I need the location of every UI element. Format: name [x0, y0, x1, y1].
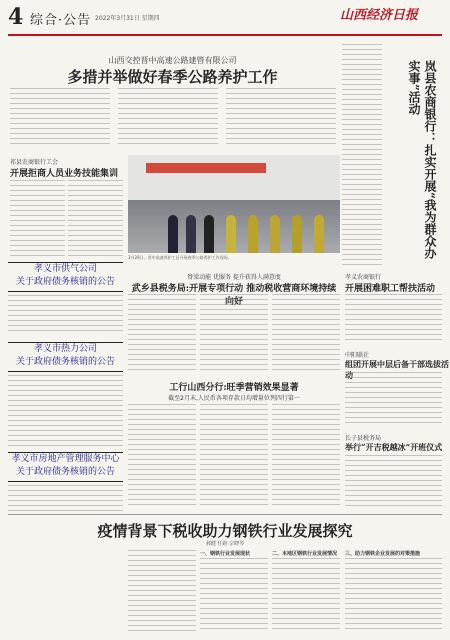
- side1-body-a: [10, 180, 65, 258]
- vertical-feature-title: 岚县农商银行：扎实开展“我为群众办实事”活动: [407, 60, 437, 259]
- photo-person: [292, 215, 302, 253]
- section-divider: [8, 514, 442, 515]
- right1-kicker: 孝义农商银行: [345, 274, 382, 281]
- right3-title: 举行“开吉税越冰”开班仪式: [345, 442, 443, 452]
- mid-body-c: [272, 294, 340, 374]
- lead-body-col2: [118, 88, 218, 146]
- mid2-body-b: [200, 404, 268, 509]
- photo-person: [226, 215, 236, 253]
- right3-kicker: 长子县税务局: [345, 435, 382, 442]
- mid2-title: 工行山西分行:旺季营销效果显著: [169, 383, 299, 393]
- lead-title: 多措并举做好春季公路养护工作: [67, 68, 278, 86]
- bottom-subhead-1: 一、钢铁行业发展现状: [200, 551, 251, 557]
- right2-title: 组团开展中层后备干部选拔活动: [345, 359, 449, 380]
- bottom-body-d: [345, 558, 442, 632]
- newspaper-logo: 山西经济日报: [340, 8, 419, 23]
- photo-person: [270, 215, 280, 253]
- notice-3-title: 孝义市房地产管理服务中心 关于政府债务核销的公告: [8, 452, 123, 482]
- right1-body: [345, 294, 442, 344]
- header-rule: [8, 34, 442, 36]
- notice-1-title: 孝义市供气公司 关于政府债务核销的公告: [8, 262, 123, 292]
- right2-kicker: 中阳联社: [345, 352, 370, 359]
- vertical-sub: [382, 60, 396, 270]
- issue-date: 2022年3月31日 星期四: [95, 15, 160, 22]
- right-body-col1: [342, 44, 382, 269]
- mid-title: 武乡县税务局:开展专项行动 推动税收营商环境持续向好: [131, 284, 337, 307]
- lead-body-col1: [10, 88, 110, 146]
- notice-1-body: [8, 295, 123, 333]
- mid-body-b: [200, 294, 268, 374]
- photo-person: [314, 215, 324, 253]
- side1-title: 开展拒商人员业务技能集训: [10, 169, 119, 179]
- photo-person: [204, 215, 214, 253]
- side1-kicker: 祁县农商银行工会: [10, 159, 59, 166]
- mid-body-a: [128, 294, 196, 374]
- mid2-body-a: [128, 404, 196, 509]
- bottom-subhead-2: 二、本地区钢铁行业发展情况: [272, 551, 338, 557]
- mid2-body-c: [272, 404, 340, 509]
- right2-body: [345, 372, 442, 427]
- photo-person: [168, 215, 178, 253]
- notice-2-body: [8, 375, 123, 447]
- bottom-byline: 郝健 任路 宗晓琴: [205, 541, 245, 547]
- right1-title: 开展困难职工帮扶活动: [345, 284, 436, 294]
- photo-building: [128, 155, 340, 200]
- mid2-kicker: 截至2月末,人民币各项存款日均增量位列四行第一: [168, 395, 300, 402]
- lead-body-col3: [226, 88, 336, 146]
- side1-body-b: [68, 180, 123, 258]
- mid-kicker: 脊梁动能 优服务 提升获得人满意度: [187, 274, 281, 281]
- photo-caption: 3月28日，晋中高速养护工区开展春季公路养护工作现场。: [128, 255, 232, 260]
- notice-3-body: [8, 485, 123, 515]
- lead-kicker: 山西交控晋中高速公路建管有限公司: [108, 56, 237, 65]
- bottom-body-c: [272, 558, 340, 632]
- bottom-body-b: [200, 558, 268, 632]
- page-header: [0, 0, 450, 40]
- photo-person: [186, 215, 196, 253]
- bottom-subhead-3: 三、助力钢铁企业发展的对策措施: [345, 551, 421, 557]
- photo-person: [248, 215, 258, 253]
- section-title: 综合·公告: [30, 13, 92, 28]
- notice-2-title: 孝义市热力公司 关于政府债务核销的公告: [8, 342, 123, 372]
- right3-body: [345, 455, 442, 510]
- bottom-title: 疫情背景下税收助力钢铁行业发展探究: [97, 522, 353, 540]
- news-photo: [128, 155, 340, 253]
- page-number: 4: [8, 4, 24, 30]
- bottom-body-a: [128, 550, 196, 632]
- photo-banner: [146, 163, 266, 173]
